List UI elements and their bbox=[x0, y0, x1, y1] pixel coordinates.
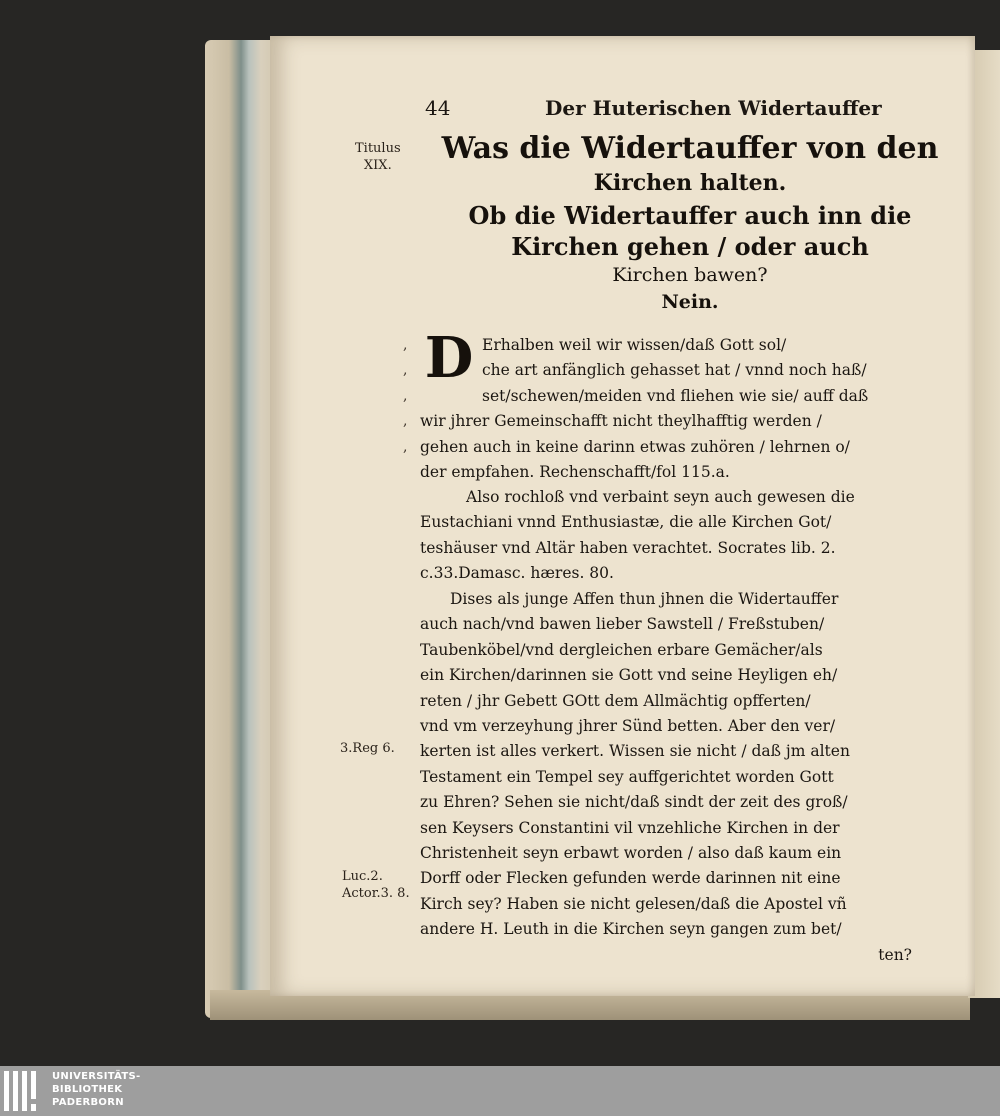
logo-line: BIBLIOTHEK bbox=[52, 1084, 123, 1095]
text-line: andere H. Leuth in die Kirchen seyn gangen zum bet/ bbox=[420, 920, 842, 939]
text-line: gehen auch in keine darinn etwas zuhören / lehrnen o/ bbox=[420, 437, 850, 456]
chapter-title-line2: Kirchen halten. bbox=[593, 170, 787, 196]
text-line: reten / jhr Gebett GOtt dem Allmächtig opfferten/ bbox=[420, 691, 811, 710]
text-line: c.33.Damasc. hæres. 80. bbox=[420, 564, 614, 583]
logo-line: UNIVERSITÄTS- bbox=[52, 1071, 141, 1082]
text-line: Christenheit seyn erbawt worden / also daß kaum ein bbox=[420, 844, 842, 863]
logo-line: PADERBORN bbox=[52, 1097, 124, 1108]
question-line3: Kirchen bawen? bbox=[612, 264, 768, 286]
text-line: Taubenköbel/vnd dergleichen erbare Gemächer/als bbox=[420, 640, 823, 659]
text-line: Kirch sey? Haben sie nicht gelesen/daß die Apostel vñ bbox=[420, 894, 847, 913]
paragraph-2 bbox=[420, 485, 920, 587]
text-line: teshäuser vnd Altär haben verachtet. Socrates lib. 2. bbox=[420, 538, 836, 557]
running-title: Der Huterischen Widertauffer bbox=[545, 96, 882, 120]
library-logo-icon bbox=[4, 1071, 44, 1111]
text-line: set/schewen/meiden vnd fliehen wie sie/ auff daß bbox=[482, 386, 869, 405]
text-line: che art anfänglich gehasset hat / vnnd noch haß/ bbox=[482, 361, 867, 380]
text-line: Dises als junge Affen thun jhnen die Widertauffer bbox=[450, 590, 839, 608]
page-number: 44 bbox=[425, 96, 451, 120]
paragraph-1 bbox=[420, 333, 920, 485]
text-line: Also rochloß vnd verbaint seyn auch gewesen die bbox=[466, 488, 855, 506]
text-line: auch nach/vnd bawen lieber Sawstell / Freßstuben/ bbox=[420, 615, 825, 634]
text-line: Erhalben weil wir wissen/daß Gott sol/ bbox=[482, 336, 787, 354]
catchword: ten? bbox=[878, 945, 912, 964]
text-line: wir jhrer Gemeinschafft nicht theylhafftig werden / bbox=[420, 412, 822, 431]
text-line: der empfahen. Rechenschafft/fol 115.a. bbox=[420, 463, 730, 482]
page-header bbox=[425, 96, 925, 126]
text-line: sen Keysers Constantini vil vnzehliche Kirchen in der bbox=[420, 818, 840, 837]
answer: Nein. bbox=[661, 291, 719, 313]
text-line: ein Kirchen/darinnen sie Gott vnd seine Heyligen eh/ bbox=[420, 666, 838, 685]
library-footer-bar bbox=[0, 1066, 1000, 1116]
quote-marks: , , , , , bbox=[403, 337, 408, 455]
margin-note-luc-actor: Luc.2. Actor.3. 8. bbox=[342, 869, 410, 901]
paragraph-3 bbox=[420, 587, 920, 968]
chapter-title-line1: Was die Widertauffer von den bbox=[441, 131, 939, 166]
question-line2: Kirchen gehen / oder auch bbox=[511, 232, 869, 261]
library-logo-text bbox=[52, 1070, 141, 1109]
margin-note-reg: 3.Reg 6. bbox=[340, 741, 395, 756]
text-line: Testament ein Tempel sey auffgerichtet worden Gott bbox=[420, 767, 834, 786]
chapter-title-block bbox=[425, 130, 955, 316]
drop-cap-initial: D bbox=[424, 325, 474, 391]
margin-note-titulus: Titulus XIX. bbox=[355, 141, 401, 173]
text-line: Eustachiani vnnd Enthusiastæ, die alle Kirchen Got/ bbox=[420, 513, 832, 532]
text-line: kerten ist alles verkert. Wissen sie nicht / daß jm alten bbox=[420, 742, 850, 761]
text-line: Dorff oder Flecken gefunden werde darinnen nit eine bbox=[420, 869, 841, 888]
question-line1: Ob die Widertauffer auch inn die bbox=[468, 201, 912, 230]
text-line: vnd vm verzeyhung jhrer Sünd betten. Aber den ver/ bbox=[420, 717, 836, 736]
text-line: zu Ehren? Sehen sie nicht/daß sindt der zeit des groß/ bbox=[420, 793, 848, 812]
